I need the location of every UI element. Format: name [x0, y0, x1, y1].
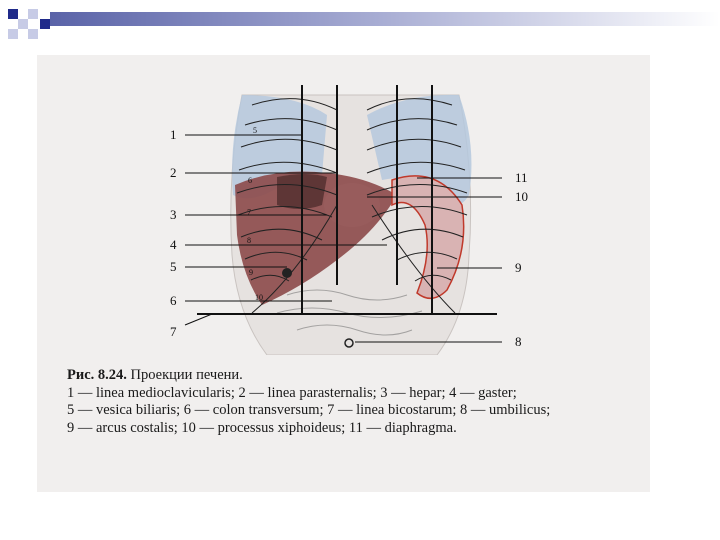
rib-number: 10 [255, 293, 263, 302]
caption-title [67, 367, 647, 385]
gallbladder [282, 268, 292, 278]
label-7: 7 [170, 324, 177, 339]
deco-square-2 [18, 19, 28, 29]
rib-number: 6 [248, 176, 252, 185]
label-4: 4 [170, 237, 177, 252]
label-9: 9 [515, 260, 522, 275]
deco-square-6 [40, 19, 50, 29]
legend-line-2: 5 — vesica biliaris; 6 — colon transversum; 7 — linea bicostarum; 8 — umbilicus; [67, 402, 551, 418]
label-3: 3 [170, 207, 177, 222]
legend-line-3: 9 — arcus costalis; 10 — processus xiphoideus; 11 — diaphragma. [67, 419, 457, 436]
label-1: 1 [170, 127, 177, 142]
label-10: 10 [515, 189, 528, 204]
figure-title: Проекции печени. [130, 367, 243, 383]
rib-number: 5 [253, 126, 257, 135]
rib-number: 9 [249, 268, 253, 277]
rib-number: 8 [247, 236, 251, 245]
deco-square-5 [28, 29, 38, 39]
figure-caption [67, 367, 647, 437]
label-6: 6 [170, 293, 177, 308]
label-8: 8 [515, 334, 522, 349]
deco-square-1 [8, 9, 18, 19]
textbook-scan [37, 55, 650, 492]
figure-number: Рис. 8.24. [67, 367, 127, 383]
label-5: 5 [170, 259, 177, 274]
heart-region [324, 183, 380, 227]
deco-square-3 [28, 9, 38, 19]
legend-line-1: 1 — linea medioclavicularis; 2 — linea parasternalis; 3 — hepar; 4 — gaster; [67, 384, 517, 401]
deco-gradient-bar [50, 12, 720, 26]
rib-number: 7 [247, 208, 251, 217]
slide-header-decoration [0, 0, 720, 40]
label-2: 2 [170, 165, 177, 180]
liver-projection-figure [37, 55, 650, 355]
label-11: 11 [515, 170, 528, 185]
deco-square-4 [8, 29, 18, 39]
